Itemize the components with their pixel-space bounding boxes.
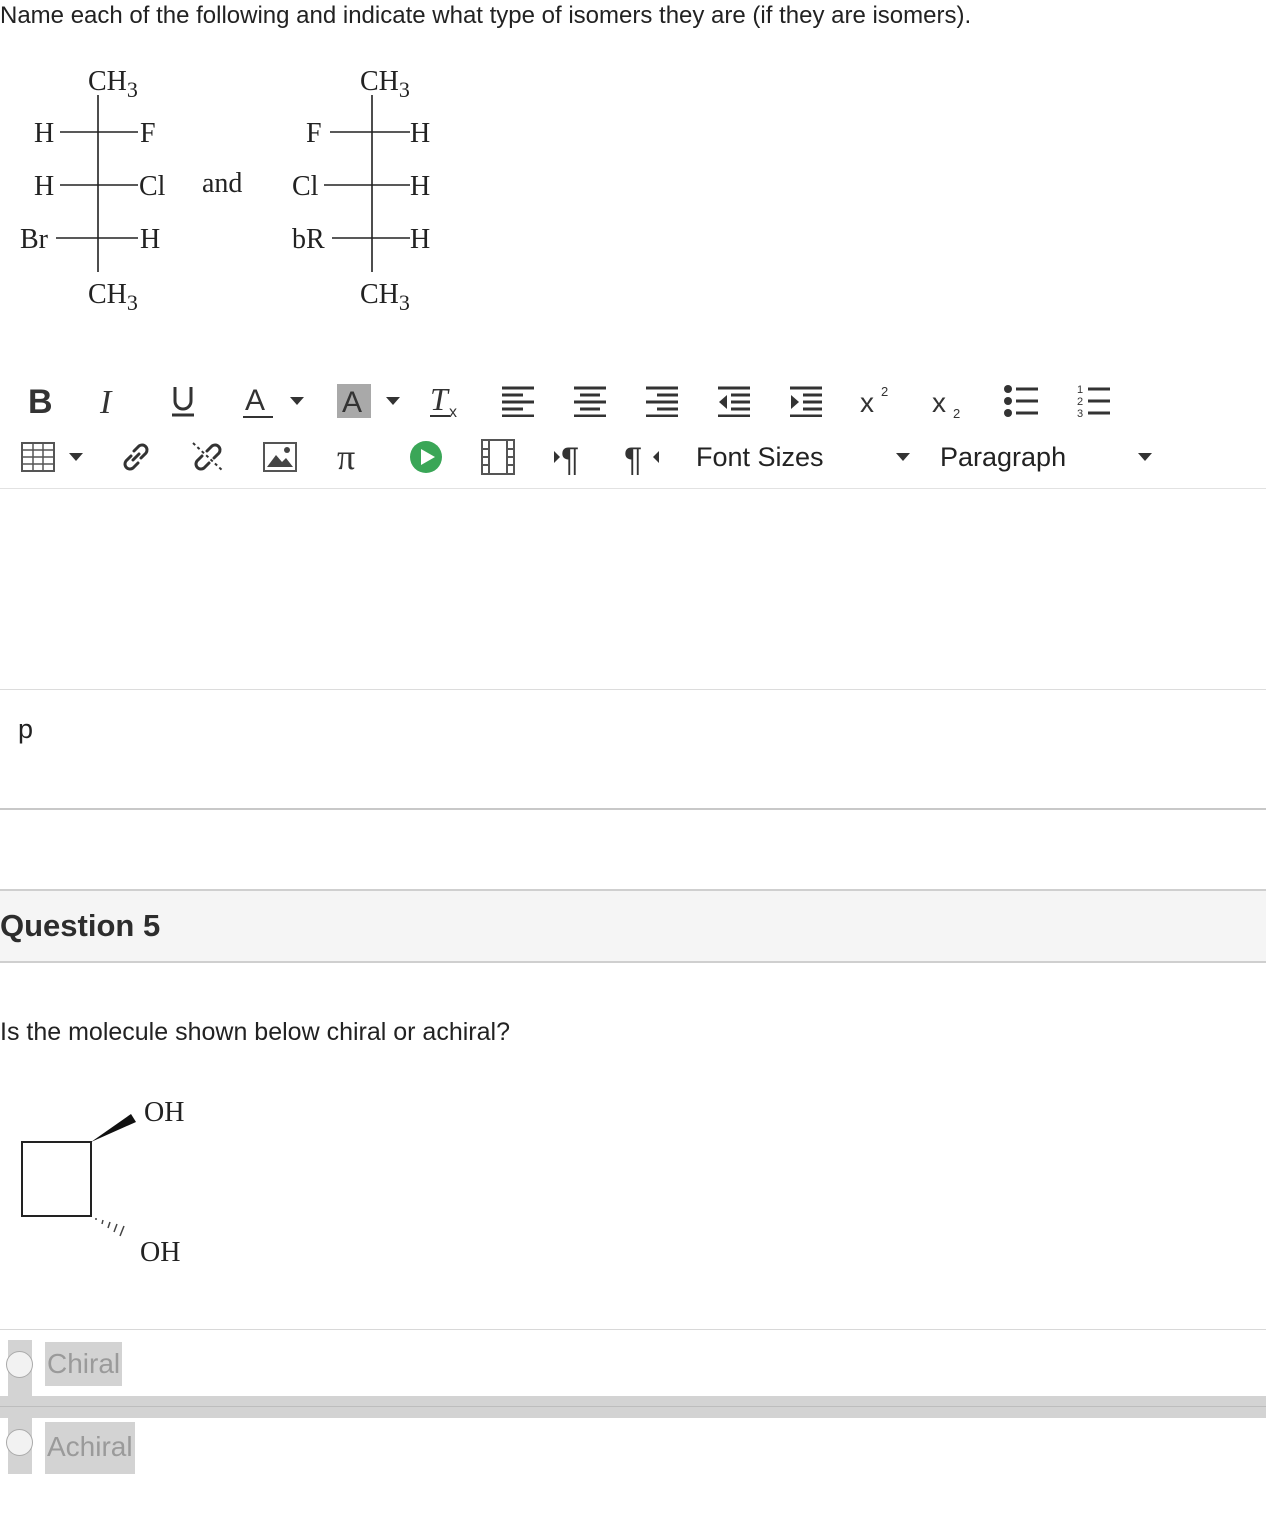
svg-text:2: 2 — [1077, 396, 1084, 408]
svg-text:T: T — [430, 382, 448, 417]
align-right-icon — [645, 385, 679, 417]
fischer-left-r3-left: Br — [20, 224, 48, 255]
svg-text:B: B — [28, 384, 53, 418]
question-prompt: Is the molecule shown below chiral or achiral? — [0, 1018, 510, 1046]
question-header — [0, 889, 1266, 963]
svg-text:2: 2 — [881, 384, 889, 399]
align-center-button[interactable] — [572, 384, 608, 418]
align-left-icon — [501, 385, 535, 417]
answer-label[interactable]: Chiral — [45, 1342, 122, 1386]
paragraph-dropdown[interactable] — [940, 438, 1152, 476]
clear-formatting-button[interactable] — [428, 382, 464, 420]
cyclobutanediol-structure — [0, 1085, 210, 1281]
fischer-projection-right — [292, 66, 430, 315]
element-path[interactable]: p — [18, 714, 34, 744]
svg-text:¶: ¶ — [561, 441, 580, 475]
answer-option-achiral[interactable] — [0, 1418, 1266, 1474]
svg-text:A: A — [245, 384, 266, 417]
bold-icon — [24, 384, 54, 418]
italic-icon — [96, 384, 126, 418]
chevron-down-icon — [1138, 453, 1152, 461]
fischer-connector: and — [202, 168, 243, 199]
table-button[interactable] — [20, 440, 84, 474]
align-right-button[interactable] — [644, 384, 680, 418]
media-icon — [408, 439, 444, 475]
fischer-left-r2-right: Cl — [139, 171, 166, 202]
substituent-bottom: OH — [140, 1237, 181, 1268]
fischer-projection-left — [20, 66, 166, 315]
fischer-right-r2-right: H — [410, 171, 431, 202]
numbered-list-icon — [1075, 383, 1111, 419]
table-icon — [21, 442, 55, 472]
fischer-left-r1-left: H — [34, 118, 55, 149]
rtl-button[interactable] — [622, 438, 662, 476]
italic-button[interactable] — [94, 382, 128, 420]
equation-icon — [335, 439, 371, 475]
chevron-down-icon — [896, 453, 910, 461]
bullet-list-icon — [1003, 384, 1039, 418]
svg-text:3: 3 — [1077, 408, 1084, 419]
editor-content-area[interactable] — [0, 489, 1266, 689]
video-icon — [481, 439, 515, 475]
unlink-icon — [190, 440, 226, 474]
answer-option-chiral[interactable] — [0, 1340, 1266, 1396]
superscript-icon — [858, 382, 894, 418]
numbered-list-button[interactable] — [1074, 382, 1112, 420]
chevron-down-icon — [69, 453, 83, 461]
unlink-button[interactable] — [190, 440, 226, 474]
fischer-right-r3-right: H — [410, 224, 431, 255]
paragraph-label: Paragraph — [940, 441, 1067, 472]
svg-text:x: x — [932, 387, 946, 418]
fischer-left-r3-right: H — [140, 224, 161, 255]
svg-text:x: x — [860, 387, 874, 418]
question-title: Question 5 — [0, 908, 161, 943]
fischer-left-r1-right: F — [140, 118, 156, 149]
align-left-button[interactable] — [500, 384, 536, 418]
answer-separator — [0, 1396, 1266, 1418]
indent-button[interactable] — [788, 384, 824, 418]
rtl-icon — [623, 439, 661, 475]
fischer-left-bottom: $CH_3$ — [88, 279, 138, 315]
question-prompt: Name each of the following and indicate what type of isomers they are (if they are isomers). — [0, 2, 972, 29]
svg-text:2: 2 — [953, 406, 961, 420]
ltr-icon — [552, 439, 588, 475]
fischer-right-r1-left: F — [306, 118, 322, 149]
clear-formatting-icon — [428, 382, 464, 420]
svg-text:1: 1 — [1077, 384, 1084, 396]
outdent-button[interactable] — [716, 384, 752, 418]
fischer-left-r2-left: H — [34, 171, 55, 202]
underline-button[interactable] — [166, 382, 200, 420]
link-button[interactable] — [118, 440, 154, 474]
superscript-button[interactable] — [858, 382, 894, 418]
fischer-right-r2-left: Cl — [292, 171, 319, 202]
text-color-button[interactable] — [236, 382, 308, 420]
indent-icon — [789, 385, 823, 417]
chevron-down-icon — [386, 397, 400, 405]
fischer-right-r1-right: H — [410, 118, 431, 149]
divider — [0, 1329, 1266, 1330]
fischer-projections-figure — [0, 50, 470, 325]
fischer-right-top: $CH_3$ — [360, 66, 410, 102]
svg-text:I: I — [100, 384, 112, 418]
fischer-right-r3-left: bR — [292, 224, 325, 255]
svg-text:x: x — [449, 404, 457, 420]
subscript-button[interactable] — [930, 382, 966, 420]
fischer-right-bottom: $CH_3$ — [360, 279, 410, 315]
text-color-icon — [240, 382, 276, 420]
answer-label[interactable]: Achiral — [45, 1422, 135, 1474]
bullet-list-button[interactable] — [1002, 384, 1040, 418]
background-color-button[interactable] — [332, 382, 404, 420]
ltr-button[interactable] — [550, 438, 590, 476]
media-button[interactable] — [406, 438, 446, 476]
image-icon — [263, 442, 297, 472]
font-sizes-label: Font Sizes — [696, 441, 824, 472]
radio-button[interactable] — [6, 1351, 33, 1378]
video-button[interactable] — [478, 438, 518, 476]
equation-button[interactable] — [334, 438, 372, 476]
fischer-left-top: $CH_3$ — [88, 66, 138, 102]
image-button[interactable] — [262, 440, 298, 474]
underline-icon — [168, 383, 198, 419]
editor-statusbar — [0, 689, 1266, 810]
background-color-icon — [336, 382, 372, 420]
substituent-top: OH — [144, 1097, 185, 1128]
subscript-icon — [930, 382, 966, 420]
chevron-down-icon — [290, 397, 304, 405]
svg-text:¶: ¶ — [624, 441, 643, 475]
bold-button[interactable] — [22, 382, 56, 420]
align-center-icon — [573, 385, 607, 417]
editor-toolbar — [0, 370, 1266, 489]
svg-text:π: π — [337, 439, 356, 475]
link-icon — [119, 440, 153, 474]
radio-button[interactable] — [6, 1429, 33, 1456]
font-sizes-dropdown[interactable] — [696, 438, 910, 476]
outdent-icon — [717, 385, 751, 417]
svg-text:A: A — [342, 386, 363, 419]
